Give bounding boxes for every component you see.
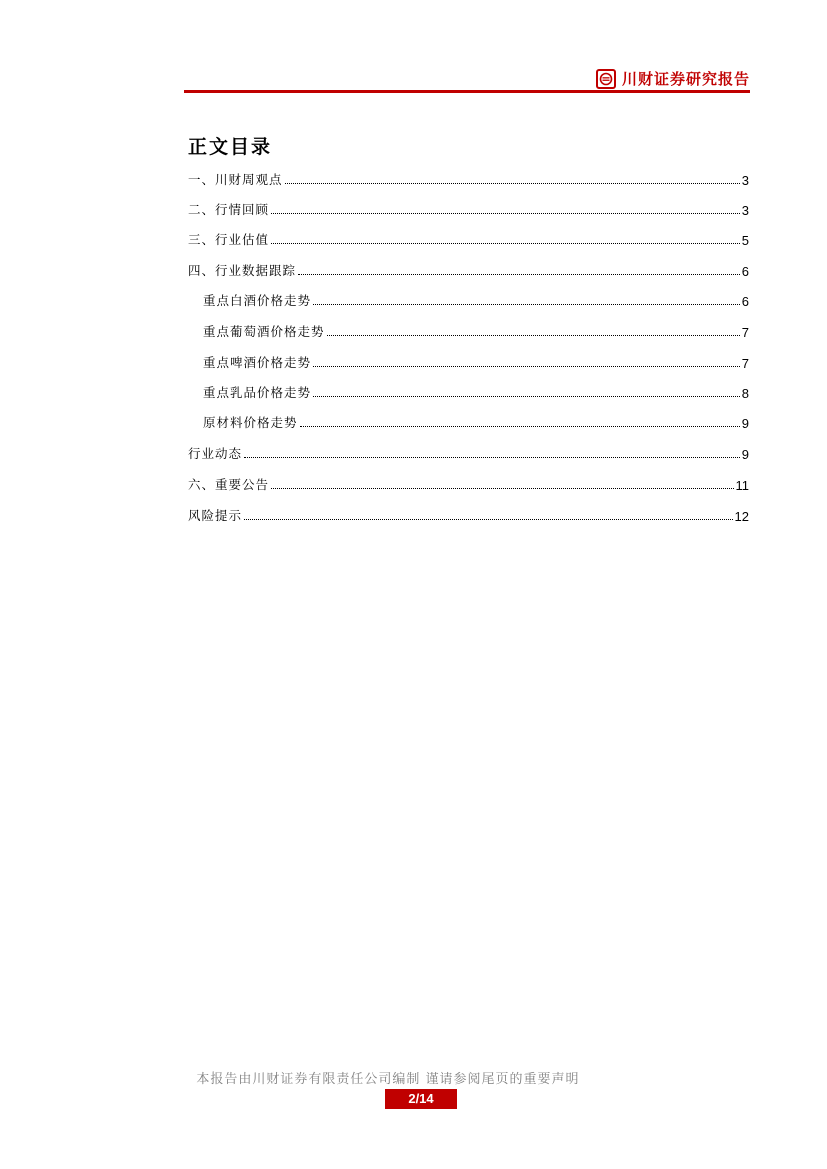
toc-leader-dots — [271, 487, 733, 489]
toc-entry-label: 重点葡萄酒价格走势 — [203, 324, 325, 339]
toc-leader-dots — [285, 182, 740, 184]
toc-entry[interactable] — [188, 198, 749, 218]
toc-leader-dots — [271, 242, 740, 244]
toc-entry-page: 7 — [741, 325, 749, 340]
toc-entry-page: 7 — [741, 356, 749, 371]
toc-leader-dots — [244, 518, 733, 520]
toc-leader-dots — [313, 395, 740, 397]
toc-leader-dots — [313, 303, 740, 305]
toc-entry-page: 3 — [741, 203, 749, 218]
toc-entry[interactable] — [188, 168, 749, 188]
toc-entry-label: 重点乳品价格走势 — [203, 385, 312, 400]
toc-entry-page: 11 — [735, 478, 749, 493]
footer-disclaimer: 本报告由川财证券有限责任公司编制 谨请参阅尾页的重要声明 — [196, 1072, 580, 1087]
toc-entry-label: 重点啤酒价格走势 — [203, 355, 312, 370]
toc-entry[interactable] — [188, 259, 749, 279]
toc-subentry[interactable] — [203, 351, 749, 371]
brand — [596, 68, 750, 89]
toc-subentry[interactable] — [203, 381, 749, 401]
toc-entry-page: 3 — [741, 173, 749, 188]
toc-leader-dots — [271, 212, 740, 214]
toc-leader-dots — [327, 334, 740, 336]
toc-leader-dots — [300, 425, 740, 427]
toc-entry-label: 风险提示 — [188, 508, 243, 523]
toc-subentry[interactable] — [203, 411, 749, 431]
toc-entry-label: 一、川财周观点 — [188, 172, 283, 187]
toc-entry-page: 8 — [741, 386, 749, 401]
toc-entry-label: 重点白酒价格走势 — [203, 293, 312, 308]
toc-title: 正文目录 — [188, 136, 273, 158]
toc-leader-dots — [313, 365, 740, 367]
toc-entry-page: 9 — [741, 416, 749, 431]
toc-entry[interactable] — [188, 228, 749, 248]
toc-entry-page: 12 — [734, 509, 749, 524]
toc-entry-label: 四、行业数据跟踪 — [188, 263, 297, 278]
brand-name: 川财证券研究报告 — [621, 70, 750, 88]
toc-entry[interactable] — [188, 442, 749, 462]
toc-entry-label: 二、行情回顾 — [188, 202, 270, 217]
toc-entry-page: 6 — [741, 264, 749, 279]
toc-entry[interactable] — [188, 473, 749, 493]
toc-leader-dots — [298, 273, 740, 275]
toc-entry-label: 行业动态 — [188, 446, 243, 461]
page-number-badge: 2/14 — [385, 1089, 457, 1109]
toc-entry-label: 原材料价格走势 — [203, 415, 298, 430]
toc-entry-page: 5 — [741, 233, 749, 248]
toc-entry-page: 6 — [741, 294, 749, 309]
toc-entry[interactable] — [188, 504, 749, 524]
toc-subentry[interactable] — [203, 320, 749, 340]
toc-entry-page: 9 — [741, 447, 749, 462]
chuancai-logo-icon — [596, 69, 616, 89]
toc-entry-label: 六、重要公告 — [188, 477, 270, 492]
toc-subentry[interactable] — [203, 289, 749, 309]
header-rule — [184, 90, 750, 93]
page-header — [184, 60, 750, 96]
toc-entry-label: 三、行业估值 — [188, 232, 270, 247]
toc-leader-dots — [244, 456, 740, 458]
